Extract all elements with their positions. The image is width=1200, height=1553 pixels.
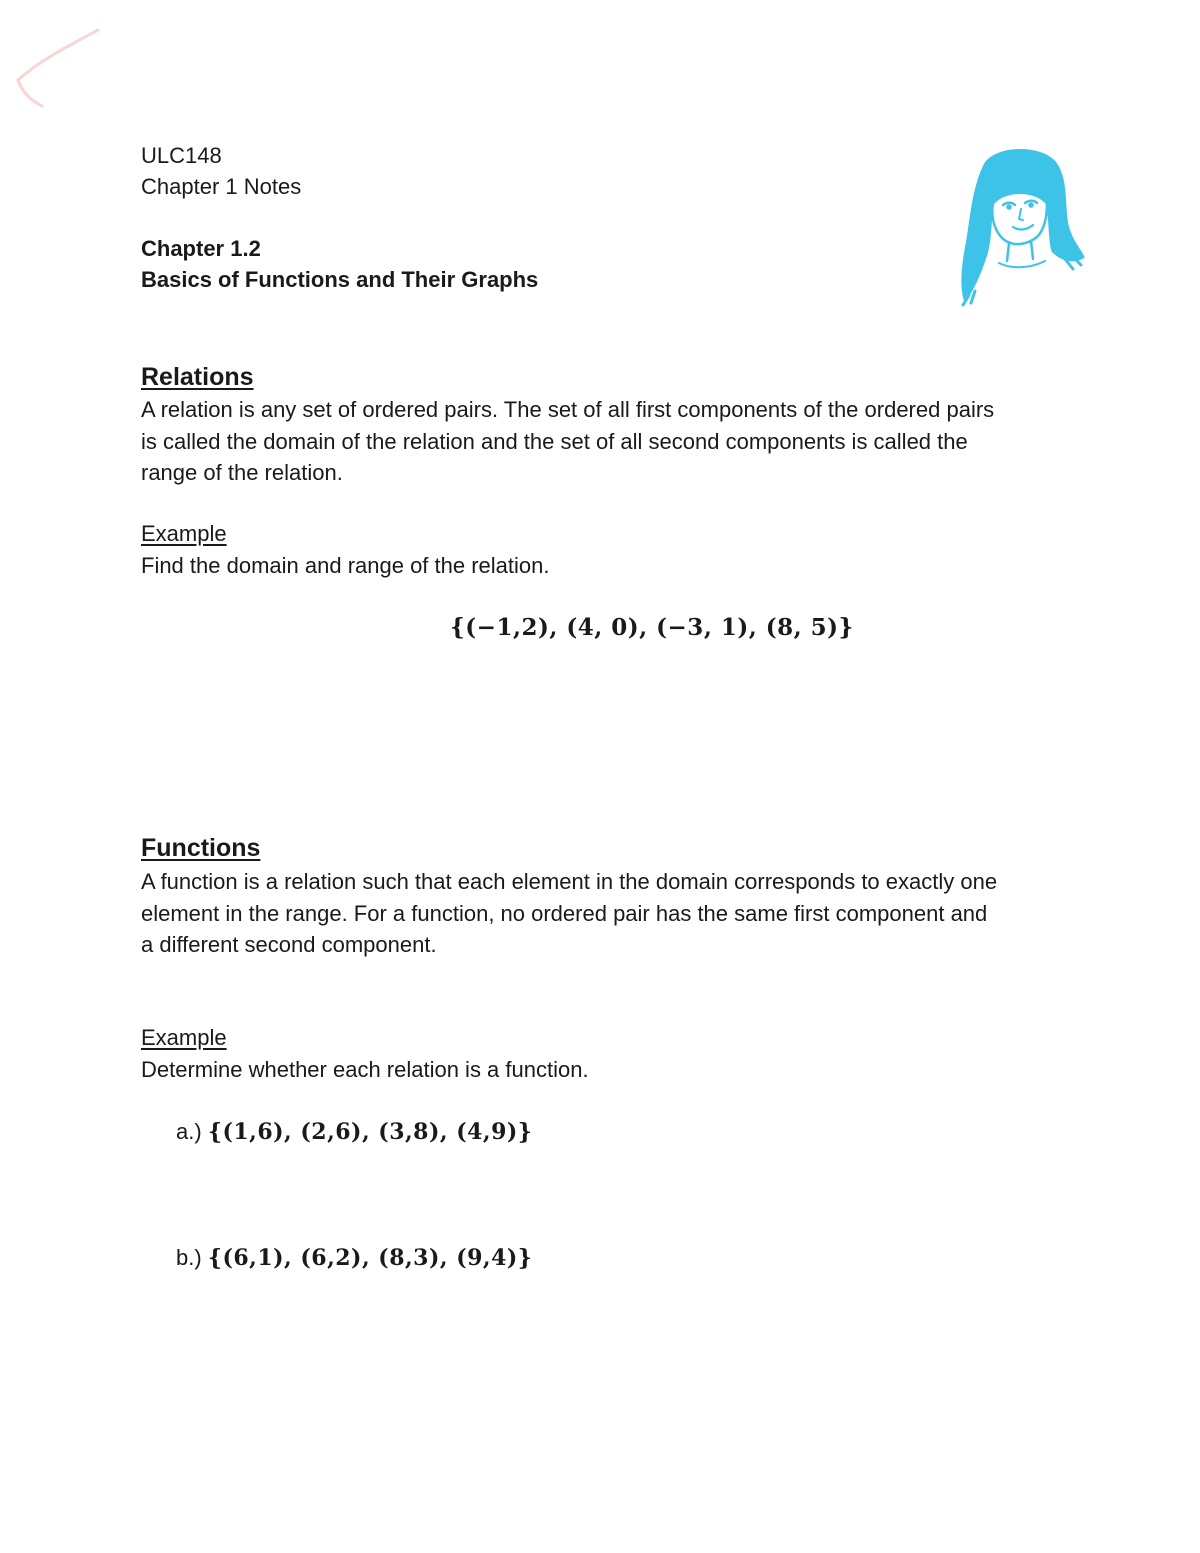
functions-example-prompt: Determine whether each relation is a function. xyxy=(141,1057,589,1082)
functions-definition-line: a different second component. xyxy=(141,932,437,957)
chapter-title: Basics of Functions and Their Graphs xyxy=(141,267,539,292)
functions-definition xyxy=(141,866,1071,961)
notes-title: Chapter 1 Notes xyxy=(141,174,302,199)
relations-example-label: Example xyxy=(141,521,227,546)
functions-definition-line: element in the range. For a function, no ordered pair has the same first component and xyxy=(141,900,988,926)
chapter-number: Chapter 1.2 xyxy=(141,236,261,261)
relations-definition-line: is called the domain of the relation and the set of all second components is called the xyxy=(141,428,968,454)
relations-example-set: {(−1,2), (4, 0), (−3, 1), (8, 5)} xyxy=(450,614,854,641)
function-example-item-b xyxy=(176,1242,532,1274)
functions-definition-line: A function is a relation such that each element in the domain corresponds to exactly one xyxy=(141,869,998,894)
item-label: a.) xyxy=(176,1119,202,1144)
relations-definition xyxy=(141,394,1071,489)
item-label: b.) xyxy=(176,1245,202,1270)
relations-definition-line: A relation is any set of ordered pairs. The set of all first components of the ordered pairs xyxy=(141,397,995,422)
corner-mark-icon xyxy=(0,0,120,120)
relations-definition-line: range of the relation. xyxy=(141,460,343,485)
girl-sketch-icon xyxy=(955,145,1090,310)
course-code: ULC148 xyxy=(141,143,222,168)
functions-example-label: Example xyxy=(141,1025,227,1050)
relations-heading: Relations xyxy=(141,363,254,391)
item-set: {(1,6), (2,6), (3,8), (4,9)} xyxy=(207,1119,533,1145)
functions-heading: Functions xyxy=(141,834,261,862)
item-set: {(6,1), (6,2), (8,3), (9,4)} xyxy=(207,1245,533,1271)
function-example-item-a xyxy=(176,1116,532,1148)
relations-example-prompt: Find the domain and range of the relation. xyxy=(141,553,550,578)
